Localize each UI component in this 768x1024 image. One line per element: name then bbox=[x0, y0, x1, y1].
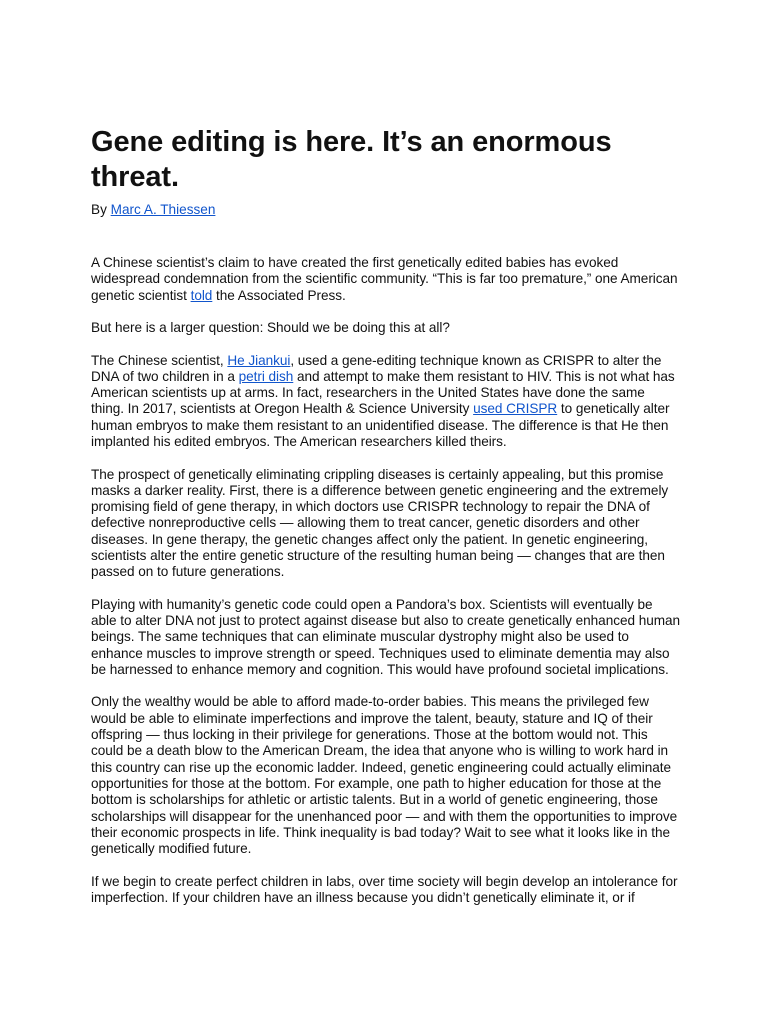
paragraph-6: Only the wealthy would be able to afford made-to-order babies. This means the privileged few would be able to eliminate imperfections and improve the talent, beauty, stature and IQ of their offspring — thus locking in their privilege for generations. Those at the bottom would not. This could be a death blow to the American Dream, the idea that anyone who is willing to work hard in this country can rise up the economic ladder. Indeed, genetic engineering could actually eliminate opportunities for those at the bottom. For example, one path to higher education for those at the bottom is scholarships for athletic or artistic talents. But in a world of genetic engineering, those scholarships will disappear for the unenhanced poor — and with them the opportunities to improve their economic prospects in life. Think inequality is bad today? Wait to see what it looks like in the genetically modified future. bbox=[91, 694, 678, 857]
paragraph-3 bbox=[91, 353, 681, 451]
told-link[interactable]: told bbox=[190, 287, 213, 303]
paragraph-2: But here is a larger question: Should we be doing this at all? bbox=[91, 320, 450, 336]
paragraph-text: and attempt to make them resistant to HIV. This is not what has American scientists up at arms. In fact, researchers in the United States have done the same thing. In 2017, scientists at Oregon Health & Science University bbox=[91, 368, 675, 417]
petri-dish-link[interactable]: petri dish bbox=[238, 368, 294, 384]
article-title: Gene editing is here. It’s an enormous threat. bbox=[91, 126, 612, 193]
paragraph-text: the Associated Press. bbox=[212, 287, 346, 303]
paragraph-1 bbox=[91, 255, 681, 304]
paragraph-text: to genetically alter human embryos to make them resistant to an unidentified disease. The difference is that He then implanted his edited embryos. The American researchers killed theirs. bbox=[91, 401, 670, 450]
paragraph-4: The prospect of genetically eliminating crippling diseases is certainly appealing, but this promise masks a darker reality. First, there is a difference between genetic engineering and the extremely promising field of gene therapy, in which doctors use CRISPR technology to repair the DNA of defective nonreproductive cells — allowing them to treat cancer, genetic disorders and other diseases. In gene therapy, the genetic changes affect only the patient. In genetic engineering, scientists alter the entire genetic structure of the resulting human being — changes that are then passed on to future generations. bbox=[91, 466, 669, 580]
he-jiankui-link[interactable]: He Jiankui bbox=[227, 352, 291, 368]
paragraph-5: Playing with humanity’s genetic code could open a Pandora’s box. Scientists will eventually be able to alter DNA not just to protect against disease but also to create genetically enhanced human beings. The same techniques that can eliminate muscular dystrophy might also be used to enhance muscles to improve strength or speed. Techniques used to eliminate dementia may also be harnessed to enhance memory and cognition. This would have profound societal implications. bbox=[91, 596, 681, 677]
paragraph-7: If we begin to create perfect children in labs, over time society will begin develop an intolerance for imperfection. If your children have an illness because you didn’t genetically eliminate it, or if bbox=[91, 873, 678, 905]
paragraph-text: A Chinese scientist’s claim to have created the first genetically edited babies has evoked widespread condemnation from the scientific community. “This is far too premature,” one American genetic scientist bbox=[91, 255, 678, 303]
paragraph-text: The Chinese scientist, bbox=[91, 352, 228, 368]
author-link[interactable]: Marc A. Thiessen bbox=[110, 202, 216, 217]
byline-prefix: By bbox=[91, 202, 111, 217]
byline bbox=[91, 201, 681, 218]
paragraph-text: , used a gene-editing technique known as CRISPR to alter the DNA of two children in a bbox=[91, 352, 662, 384]
document-page bbox=[91, 125, 681, 922]
used-crispr-link[interactable]: used CRISPR bbox=[473, 401, 558, 417]
